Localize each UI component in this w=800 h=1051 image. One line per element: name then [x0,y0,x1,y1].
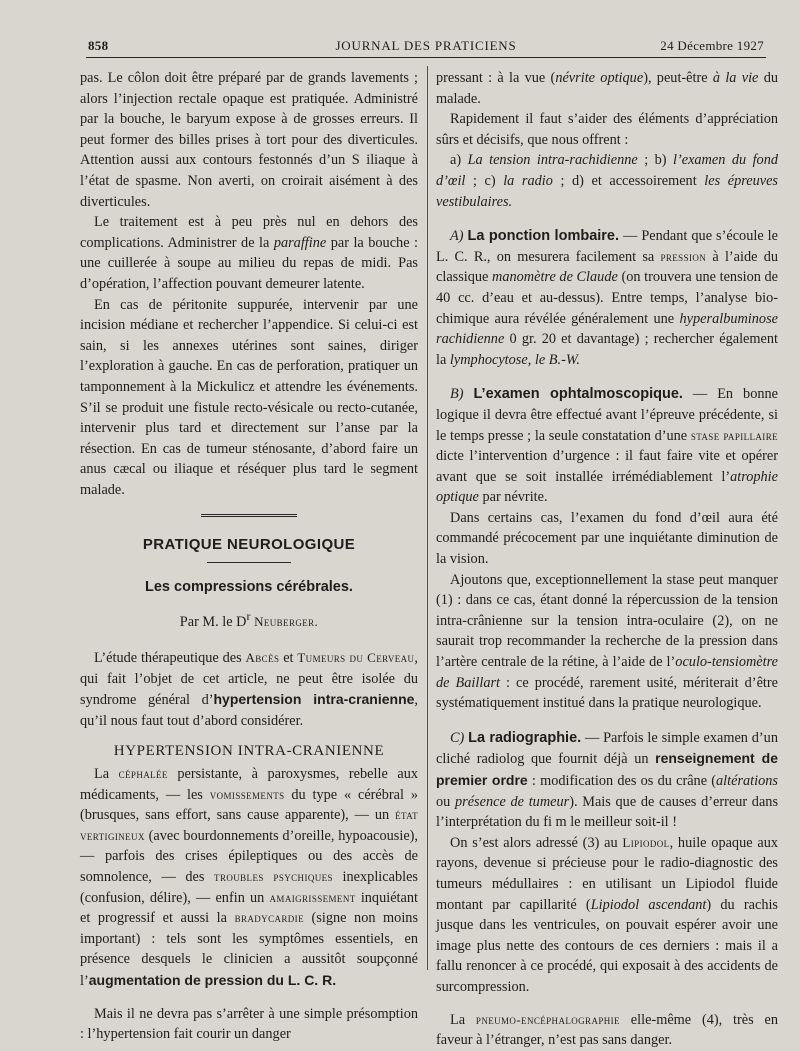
text-run: atrophie optique [436,468,778,506]
paragraph [436,68,778,109]
subheading: HYPERTENSION INTRA-CRANIENNE [113,743,385,760]
text-run: elle-même (4), très en faveur à l’étranger, n’est pas sans danger. [436,1011,779,1049]
text-run: 0 gr. 20 et davantage) ; rechercher également la [436,331,778,368]
text-run: pneumo-encéphalographie [475,1011,620,1027]
text-run: , qui fait l’objet de cet article, ne peut être isolée du syndrome général d’ [80,650,418,709]
journal-title: JOURNAL DES PRATICIENS [335,38,517,53]
text-run [464,386,474,402]
spacer [80,992,418,1004]
text-run: (signe non moins important) : tels sont les symptômes essentiels, en présence desquels le clinicien a aussitôt soupçonné l’ [80,910,419,989]
text-run: — En bonne logique il devra être effectué avant l’épreuve précédente, si le temps presse ; la seule constatation d’une [436,386,778,444]
text-run: : ce procédé, rarement usité, mériterait d’être systématiquement institué dans la pratique neurologique. [436,674,778,712]
text-run: à l’aide du classique [436,248,778,286]
text-run: inexplicables (confusion, délire), — enfin un [80,868,418,906]
text-run: Lipiodol ascendant [590,896,707,913]
text-run: : modification des os du crâne ( [527,773,717,789]
paragraph [436,150,778,212]
text-run: Ajoutons que, exceptionnellement la stase peut manquer (1) : dans ce cas, étant donné la répercussion de la tension intra-crânienne sur la tension intra-oculaire (2), on ne saurait trop recommander la recherche de la pression dans l’artère centrale de la rétine, à l’aide de l’ [436,571,778,671]
spacer [436,212,778,226]
paragraph [436,109,778,150]
paragraph [80,764,418,992]
text-run: , huile opaque aux rayons, devenue si précieuse pour le radio-diagnostic des tumeurs médullaires : en utilisant un Lipiodol fluide montant par capillarité ( [436,834,779,913]
text-run: Rapidement il faut s’aider des éléments d’appréciation sûrs et décisifs, que nous offrent : [436,111,778,148]
text-run: présence de tumeur [455,793,570,810]
text-run: On s’est alors adressé (3) au [450,834,623,851]
text-run: à la vie [712,70,759,86]
text-run: C) [450,729,465,746]
text-run: ; c) [465,172,504,189]
text-run: (on trouvera une tension de 40 cc. d’eau et au-dessus). Entre temps, l’analyse bio-chimique aura révélée généralement une [436,269,778,327]
text-run: , qu’il nous faut tout d’abord considérer. [80,692,418,729]
text-run: persistante, à paroxysmes, rebelle aux médicaments, — les [80,765,418,803]
text-run: lymphocytose, le B.-W. [449,351,580,368]
column-divider [427,66,428,970]
spacer [436,714,778,728]
text-run: Tumeurs du Cerveau [297,650,415,666]
text-run: troubles psychiques [214,868,333,884]
paragraph [80,648,418,731]
text-run: dicte l’intervention d’urgence : il faut faire vite et opérer avant que se soit installée irrémédiablement l’ [436,448,778,485]
text-run: ) du rachis jusque dans les ventricules, on pouvait espérer avoir une image plus nette des contours de ces derniers : mais il a fallu renoncer à ce procédé, qui exposait à des accidents de surcompression. [436,896,778,995]
text-run: Neuberger. [254,613,319,629]
text-run: a) [450,152,468,169]
section-underline [207,562,291,563]
article-title: Les compressions cérébrales. [145,579,353,596]
text-run: A) [450,228,464,245]
text-run: La radiographie. [468,729,582,746]
paragraph [80,295,418,501]
text-run: vomissements [209,786,285,802]
spacer [436,998,778,1010]
text-run: (avec bourdonnements d’oreille, hypoacousie), — parfois des crises épileptiques ou des accès de somnolence, — des [80,827,418,885]
text-run: Abcès [245,650,280,666]
text-run: hypertension intra-cranienne [213,691,415,708]
text-run: ; d) et accessoirement [552,172,705,189]
left-column [80,68,418,1045]
text-run: Le traitement est à peu près nul en dehors des complications. Administrer de la [80,214,418,251]
running-header [88,38,764,56]
paragraph-ponction [436,226,778,370]
text-run: — Parfois le simple examen d’un cliché radiolog que fournit déjà un [436,729,778,768]
text-run: par névrite. [478,489,548,506]
text-run: inquiétant et progressif et aussi la [80,889,418,927]
paragraph-radiographie [436,728,778,833]
text-run: Mais il ne devra pas s’arrêter à une simple présomption : l’hypertension fait courir un danger [80,1005,418,1043]
section-title: PRATIQUE NEUROLOGIQUE [142,536,356,554]
text-run: par la bouche : une cuillerée à soupe au milieu du repas de midi. Pas d’opération, l’affection pouvant demeurer latente. [80,234,418,292]
text-run: La [450,1011,476,1028]
text-run: céphalée [118,765,168,781]
text-run: La ponction lombaire. [467,228,620,245]
text-run: manomètre de Claude [492,269,618,286]
text-run: Par M. le D [179,613,247,630]
text-run: La tension intra-rachidienne [467,152,638,169]
text-run: paraffine [273,234,327,251]
text-run: ). Mais que de causes d’erreur dans l’interprétation du fi m le meilleur soit-il ! [436,793,779,831]
text-run: pressant : à la vue ( [436,70,556,86]
text-run: bradycardie [234,910,304,926]
text-run: oculo-tensiomètre de Baillart [436,654,778,691]
text-run: amaigrissement [269,889,356,905]
paragraph-ophtalmo [436,384,778,508]
paragraph [80,1004,418,1045]
issue-date: 24 Décembre 1927 [660,38,764,53]
text-run: B) [450,386,464,403]
paragraph [436,833,778,998]
text-run: La [94,765,119,782]
paragraph [436,1010,778,1051]
text-run: stase papillaire [690,427,779,443]
text-run: la radio [503,172,553,189]
right-column [436,68,778,1051]
text-run: du malade. [436,70,779,107]
text-run: En cas de péritonite suppurée, intervenir par une incision médiane et rechercher l’appendice. Si celui-ci est sain, si les annexes utérines sont saines, diriger l’exploration à gauche. En cas de perforation, pratiquer un tamponnement à la Mickulicz et attendre les événements. S’il se produit une fistule recto-vésicale ou recto-cutanée, intervenir plus tard et directement sur l’anse par la résection. En cas de tumeur sténosante, d’abord faire un anus cæcal ou iliaque et réséquer plus tard le segment malade. [80,296,418,498]
text-run: pression [660,248,707,264]
text-run: r [246,608,251,623]
text-run: — Pendant que s’écoule le L. C. R., on mesurera facilement sa [436,228,778,265]
paragraph [80,68,418,212]
text-run: hyperalbuminose rachidienne [436,310,778,348]
text-run: Dans certains cas, l’examen du fond d’œil aura été commandé précocement par une inquiétante diminution de la vision. [436,509,778,568]
text-run: renseignement de premier ordre [436,750,778,788]
text-run: les épreuves vestibulaires. [436,172,778,210]
byline [80,606,418,632]
text-run: ), peut-être [643,70,713,86]
text-run: Lipiodol [622,834,670,850]
text-run: névrite optique [555,70,644,86]
text-run: altérations [716,773,778,789]
text-run: pas. Le côlon doit être préparé par de grands lavements ; alors l’injection rectale opaque est pratiquée. Administré par la bouche, le baryum expose à de grosses erreurs. Il peut former des billes prises à tort pour des diverticules. Attention aussi aux contours festonnés d’un S iliaque à l’état de spasme. Non averti, on croirait aisément à des diverticules. [80,70,418,210]
page-number: 858 [88,38,109,53]
text-run: ou [436,793,455,810]
text-run: L’examen ophtalmoscopique. [473,386,683,403]
paragraph [80,212,418,294]
text-run: du type « cérébral » (brusques, sans effort, sans cause apparente), — un [80,786,418,824]
text-run: et [279,650,298,667]
paragraph [436,570,778,714]
spacer [436,370,778,384]
section-double-rule [201,514,297,519]
text-run: état vertigineux [80,807,418,843]
text-run: L’étude thérapeutique des [94,650,246,667]
text-run: l’examen du fond d’œil [436,152,778,189]
paragraph [436,508,778,570]
header-rule [86,57,766,58]
text-run: augmentation de pression du L. C. R. [88,971,337,988]
text-run: ; b) [637,152,673,169]
